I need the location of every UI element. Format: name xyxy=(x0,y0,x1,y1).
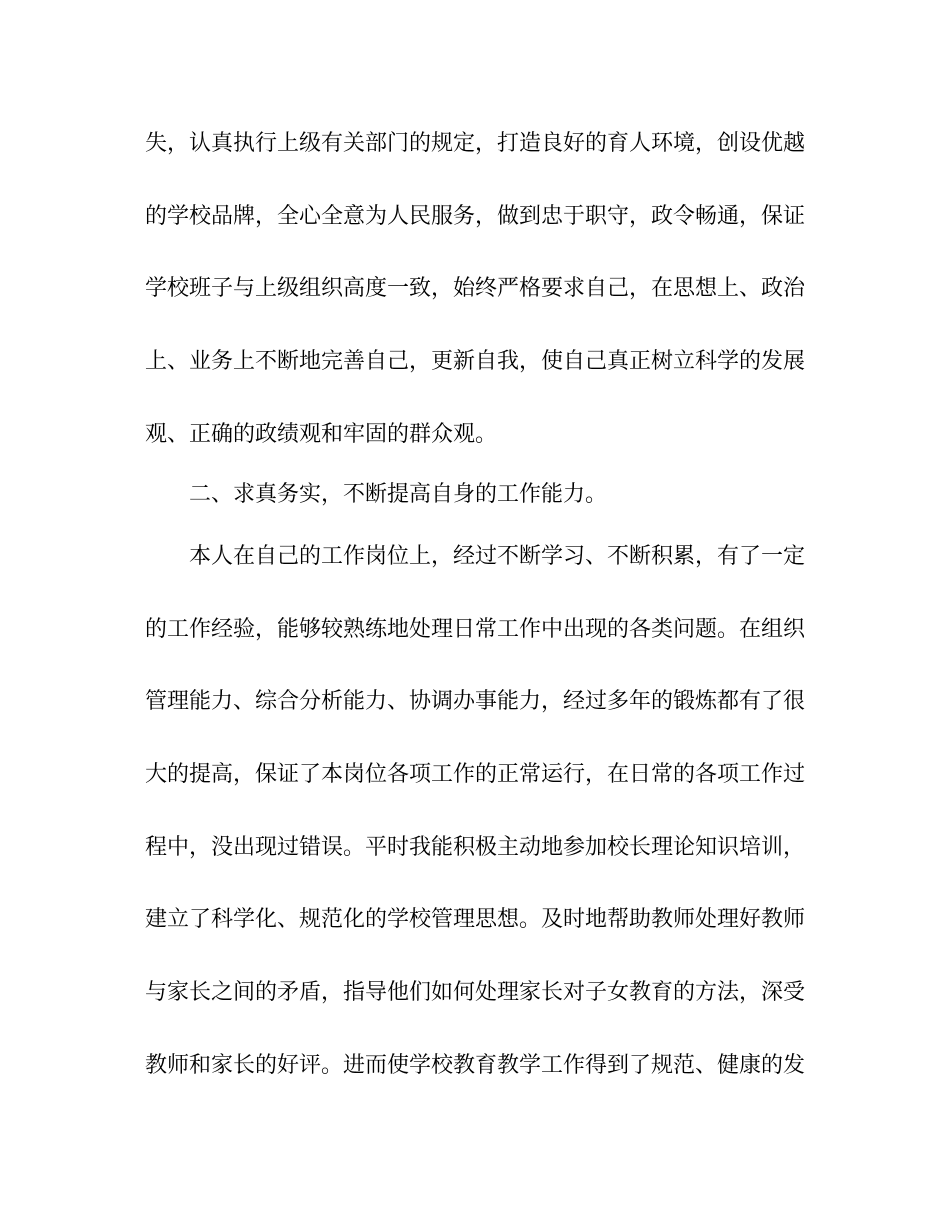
section-heading: 二、求真务实，不断提高自身的工作能力。 xyxy=(189,482,608,507)
text-line: 失，认真执行上级有关部门的规定，打造良好的育人环境，创设优越 xyxy=(145,131,805,156)
text-line: 学校班子与上级组织高度一致，始终严格要求自己，在思想上、政治 xyxy=(145,276,805,301)
text-line: 的学校品牌，全心全意为人民服务，做到忠于职守，政令畅通，保证 xyxy=(145,204,805,229)
text-line: 与家长之间的矛盾，指导他们如何处理家长对子女教育的方法，深受 xyxy=(145,980,805,1005)
text-line: 建立了科学化、规范化的学校管理思想。及时地帮助教师处理好教师 xyxy=(145,907,805,932)
text-line: 程中，没出现过错误。平时我能积极主动地参加校长理论知识培训， xyxy=(145,835,805,860)
text-line: 本人在自己的工作岗位上，经过不断学习、不断积累，有了一定 xyxy=(189,544,805,569)
text-line: 大的提高，保证了本岗位各项工作的正常运行，在日常的各项工作过 xyxy=(145,762,805,787)
text-line: 教师和家长的好评。进而使学校教育教学工作得到了规范、健康的发 xyxy=(145,1053,805,1078)
text-line: 管理能力、综合分析能力、协调办事能力，经过多年的锻炼都有了很 xyxy=(145,689,805,714)
text-line: 观、正确的政绩观和牢固的群众观。 xyxy=(145,422,498,447)
text-line: 上、业务上不断地完善自己，更新自我，使自己真正树立科学的发展 xyxy=(145,349,805,374)
text-line: 的工作经验，能够较熟练地处理日常工作中出现的各类问题。在组织 xyxy=(145,617,805,642)
